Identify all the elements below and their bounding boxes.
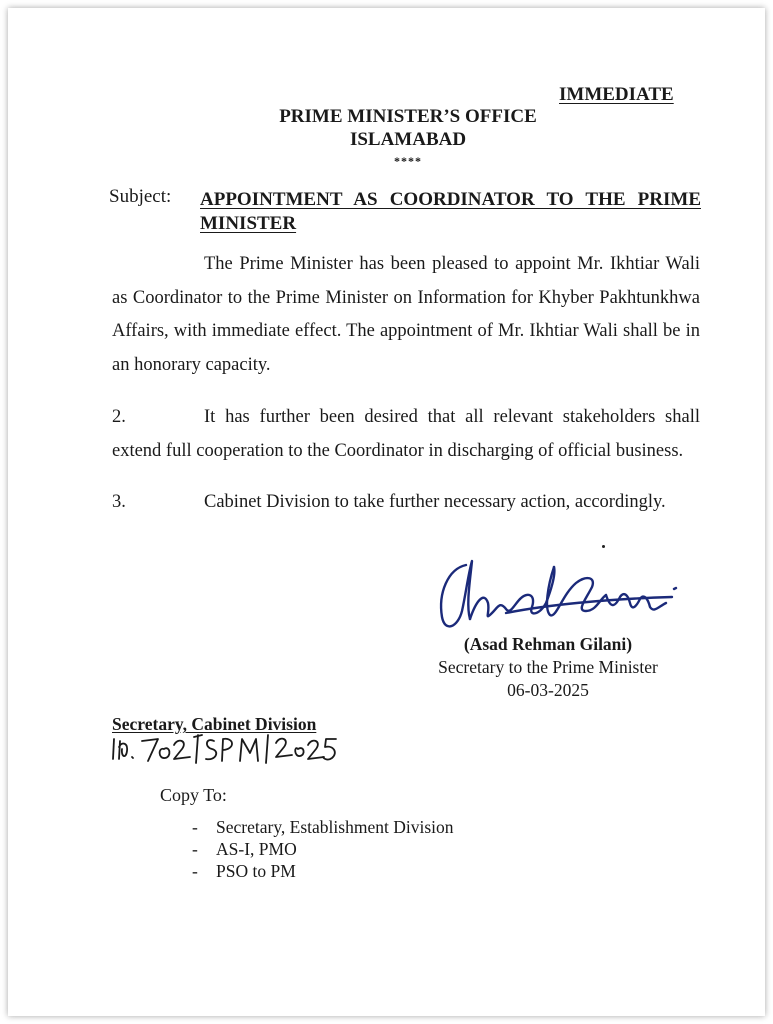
header-separator: **** bbox=[394, 154, 422, 168]
letter-page bbox=[8, 8, 765, 1016]
copy-to-label: Copy To: bbox=[160, 785, 227, 805]
copy-to-list bbox=[192, 816, 454, 882]
paragraph-2 bbox=[112, 401, 700, 468]
subject-label: Subject: bbox=[109, 186, 172, 207]
list-dash: - bbox=[192, 817, 198, 837]
list-dash: - bbox=[192, 861, 198, 881]
paragraph-2-text: It has further been desired that all relevant stakeholders shall extend full cooperation to the Coordinator in discharging of official business. bbox=[112, 407, 700, 461]
signature-image bbox=[436, 555, 686, 640]
signature-date: 06-03-2025 bbox=[507, 680, 589, 700]
ink-dot bbox=[602, 545, 605, 548]
paragraph-3-number: 3. bbox=[112, 492, 126, 512]
paragraph-3-text: Cabinet Division to take further necessary action, accordingly. bbox=[204, 492, 666, 512]
signatory-title: Secretary to the Prime Minister bbox=[438, 657, 658, 677]
paragraph-1-text: The Prime Minister has been pleased to appoint Mr. Ikhtiar Wali as Coordinator to the Prime Minister on Information for Khyber Pakhtunkhwa Affairs, with immediate effect. The appointment of Mr. Ikhtiar Wali shall be in an honorary capacity. bbox=[112, 254, 700, 375]
copy-to-item bbox=[192, 860, 454, 882]
signatory-name: (Asad Rehman Gilani) bbox=[463, 634, 633, 654]
signature-icon bbox=[436, 555, 686, 635]
handwritten-reference-number bbox=[110, 731, 340, 770]
list-dash: - bbox=[192, 839, 198, 859]
subject-text: APPOINTMENT AS COORDINATOR TO THE PRIME MINISTER bbox=[200, 189, 701, 234]
office-city: ISLAMABAD bbox=[349, 129, 467, 150]
recipient: Secretary, Cabinet Division bbox=[112, 714, 317, 734]
copy-to-item bbox=[192, 838, 454, 860]
copy-to-item bbox=[192, 816, 454, 838]
copy-to-item-text: Secretary, Establishment Division bbox=[216, 817, 454, 837]
copy-to-item-text: AS-I, PMO bbox=[216, 839, 297, 859]
paragraph-2-number: 2. bbox=[112, 407, 126, 427]
office-name: PRIME MINISTER’S OFFICE bbox=[279, 106, 537, 127]
paragraph-1 bbox=[112, 248, 700, 382]
priority-label: IMMEDIATE bbox=[559, 84, 674, 105]
handwritten-reference-icon bbox=[110, 731, 340, 765]
copy-to-item-text: PSO to PM bbox=[216, 861, 296, 881]
paragraph-3 bbox=[112, 486, 700, 520]
